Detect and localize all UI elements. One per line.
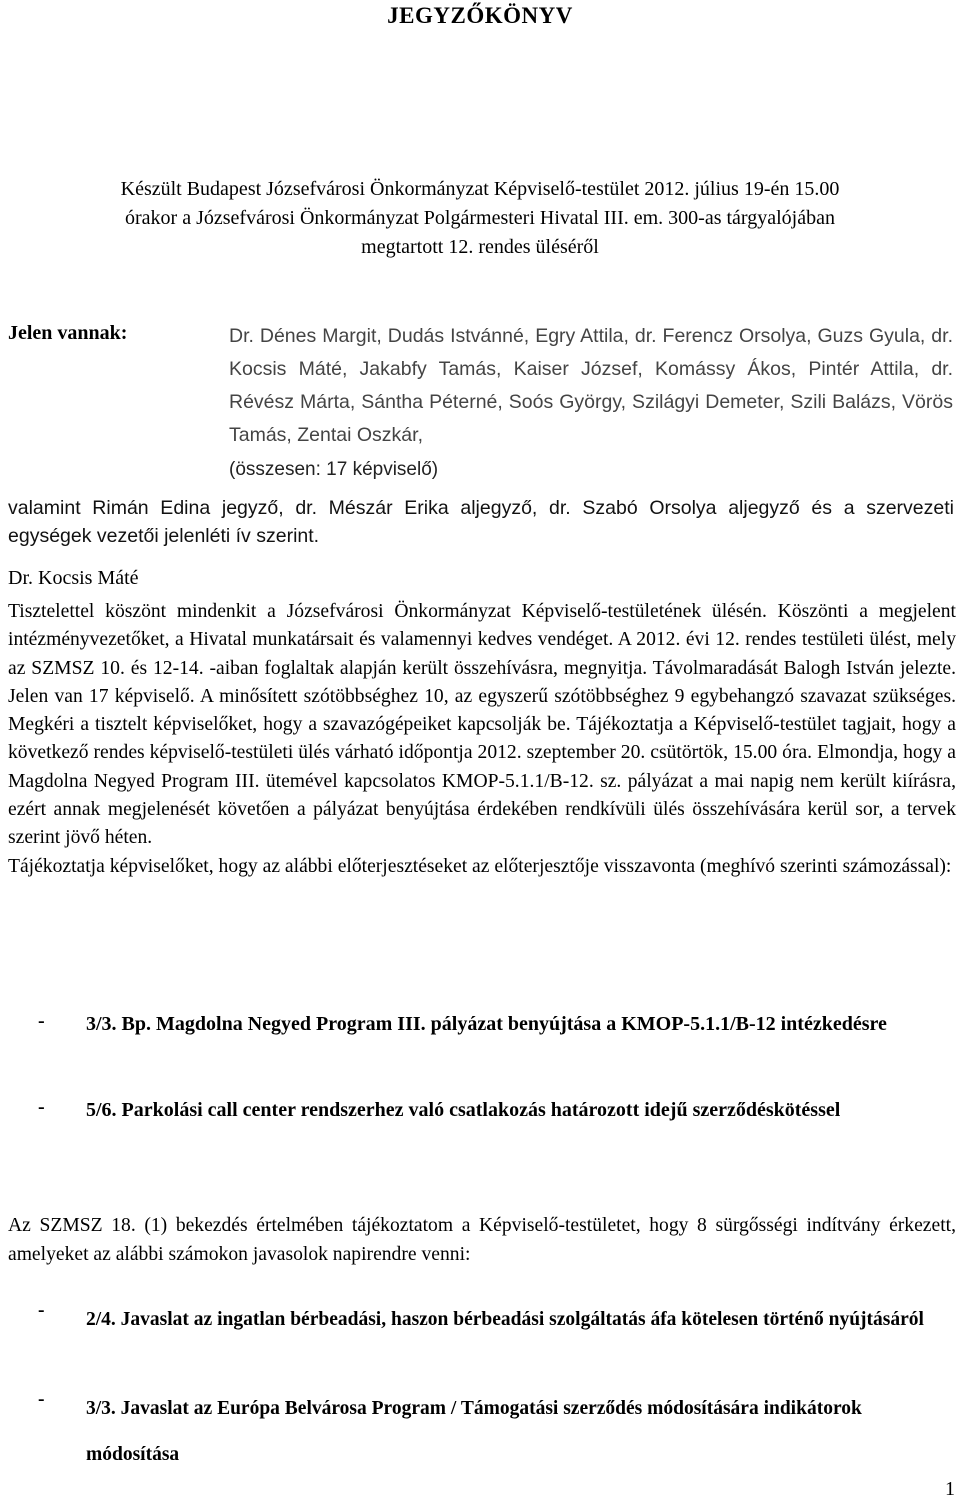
urgent-item-text: 2/4. Javaslat az ingatlan bérbeadási, haszon bérbeadási szolgáltatás áfa kötelesen történő nyújtásáról <box>86 1309 924 1330</box>
document-title: JEGYZŐKÖNYV <box>387 3 573 28</box>
speech-body <box>8 598 956 881</box>
list-dash: - <box>38 1300 45 1321</box>
withdrawn-item-text: 3/3. Bp. Magdolna Negyed Program III. pályázat benyújtása a KMOP-5.1.1/B-12 intézkedésre <box>86 1013 887 1035</box>
list-dash: - <box>38 1010 45 1032</box>
speech-paragraph-2: Tájékoztatja képviselőket, hogy az alábbi előterjesztéseket az előterjesztője visszavonta (meghívó szerinti számozással): <box>8 855 952 877</box>
urgent-item-text: 3/3. Javaslat az Európa Belvárosa Program / Támogatási szerződés módosítására indikátorok módosítása <box>86 1398 862 1465</box>
intro-line-1: Készült Budapest Józsefvárosi Önkormányzat Képviselő-testület 2012. július 19-én 15.00 <box>120 178 840 200</box>
list-dash: - <box>38 1096 45 1118</box>
intro-line-3: megtartott 12. rendes üléséről <box>361 236 599 258</box>
present-names: Dr. Dénes Margit, Dudás Istvánné, Egry Attila, dr. Ferencz Orsolya, Guzs Gyula, dr. Kocsis Máté, Jakabfy Tamás, Kaiser József, Komássy Ákos, Pintér Attila, dr. Révész Márta, Sántha Péterné, Soós György, Szilágyi Demeter, Szili Balázs, Vörös Tamás, Zentai Oszkár, <box>229 325 953 446</box>
intro-paragraph <box>0 175 960 262</box>
present-total: (összesen: 17 képviselő) <box>229 459 439 480</box>
list-dash: - <box>38 1389 45 1410</box>
present-label: Jelen vannak: <box>8 322 128 344</box>
page-number: 1 <box>945 1478 955 1500</box>
speech-paragraph-1: Tisztelettel köszönt mindenkit a Józsefvárosi Önkormányzat Képviselő-testületének ülésén. Köszönti a megjelent intézményvezetőket, a Hivatal munkatársait és valamennyi kedves vendéget. A 2012. évi 12. rendes testületi ülést, mely az SZMSZ 10. és 12-14. -aiban foglaltak alapján került összehívásra, megnyitja. Távolmaradását Balogh István jelezte. Jelen van 17 képviselő. A minősített szótöbbséghez 10, az egyszerű szótöbbséghez 9 egybehangzó szavazat szükséges. Megkéri a tisztelt képviselőket, hogy a szavazógépeiket kapcsolják be. Tájékoztatja a Képviselő-testület tagjait, hogy a következő rendes képviselő-testületi ülés várható időpontja 2012. szeptember 20. csütörtök, 15.00 óra. Elmondja, hogy a Magdolna Negyed Program III. ütemével kapcsolatos KMOP-5.1.1/B-12. sz. pályázat a mai napig nem került kiírásra, ezért annak megjelenését követően a pályázat benyújtása érdekében rendkívüli ülés összehívására kerül sor, a tervek szerint jövő héten. <box>8 601 956 849</box>
intro-line-2: órakor a Józsefvárosi Önkormányzat Polgármesteri Hivatal III. em. 300-as tárgyalójában <box>125 207 835 229</box>
urgent-intro: Az SZMSZ 18. (1) bekezdés értelmében tájékoztatom a Képviselő-testületet, hogy 8 sürgősségi indítvány érkezett, amelyeket az alábbi számokon javasolok napirendre venni: <box>8 1215 956 1265</box>
speaker-name: Dr. Kocsis Máté <box>8 567 139 589</box>
also-present: valamint Rimán Edina jegyző, dr. Mészár Erika aljegyző, dr. Szabó Orsolya aljegyző és a szervezeti egységek vezetői jelenléti ív szerint. <box>8 497 954 547</box>
withdrawn-item-text: 5/6. Parkolási call center rendszerhez való csatlakozás határozott idejű szerződéskötéssel <box>86 1099 841 1121</box>
